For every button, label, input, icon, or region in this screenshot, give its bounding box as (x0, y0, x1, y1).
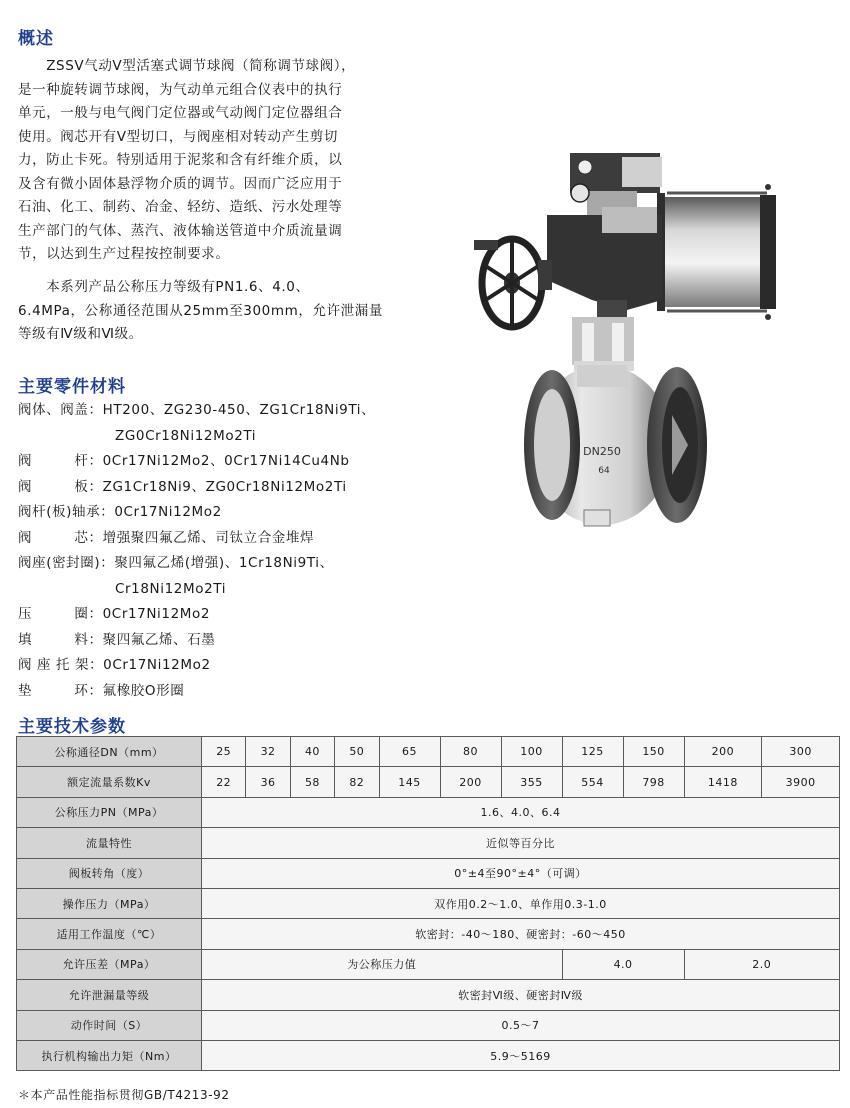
table-cell: 4.0 (562, 949, 684, 979)
text-line: 本系列产品公称压力等级有PN1.6、4.0、 (18, 279, 310, 295)
table-cell: 3900 (762, 767, 840, 797)
table-cell: 双作用0.2～1.0、单作用0.3-1.0 (202, 888, 840, 918)
materials-list (18, 398, 375, 704)
table-cell: 200 (440, 767, 501, 797)
table-cell: 2.0 (684, 949, 839, 979)
row-label: 执行机构输出力矩（Nm） (17, 1040, 202, 1070)
table-cell: 32 (246, 737, 290, 767)
table-row (17, 737, 840, 767)
material-line: 阀杆(板)轴承：0Cr17Ni12Mo2 (18, 504, 222, 520)
row-label: 公称通径DN（mm） (17, 737, 202, 767)
row-label: 允许压差（MPa） (17, 949, 202, 979)
table-cell: 软密封Ⅵ级、硬密封Ⅳ级 (202, 980, 840, 1010)
table-cell: 80 (440, 737, 501, 767)
table-cell: 554 (562, 767, 623, 797)
overview-paragraph-2 (18, 276, 403, 347)
text-line: ZSSV气动V型活塞式调节球阀（简称调节球阀）， (18, 58, 356, 74)
material-line: 垫 环：氟橡胶O形圈 (18, 682, 185, 699)
spec-table (16, 736, 840, 1071)
table-row (17, 919, 840, 949)
table-cell: 82 (335, 767, 379, 797)
text-line: 生产部门的气体、蒸汽、液体输送管道中介质流量调 (18, 222, 343, 239)
table-cell: 近似等百分比 (202, 828, 840, 858)
table-row (17, 858, 840, 888)
row-label: 额定流量系数Kv (17, 767, 202, 797)
actuator-cylinder-icon (662, 197, 762, 307)
row-label: 动作时间（S） (17, 1010, 202, 1040)
materials-heading: 主要零件材料 (18, 377, 126, 397)
table-cell: 200 (684, 737, 762, 767)
table-cell: 58 (290, 767, 334, 797)
row-label: 适用工作温度（℃） (17, 919, 202, 949)
casting-mark-dn: DN250 (583, 445, 621, 458)
table-cell: 65 (379, 737, 440, 767)
row-label: 流量特性 (17, 828, 202, 858)
table-cell: 25 (202, 737, 246, 767)
text-line: 等级有Ⅳ级和Ⅵ级。 (18, 326, 143, 342)
table-cell: 145 (379, 767, 440, 797)
table-cell: 36 (246, 767, 290, 797)
table-cell: 为公称压力值 (202, 949, 563, 979)
table-cell: 125 (562, 737, 623, 767)
table-row (17, 767, 840, 797)
material-line: 阀座(密封圈)：聚四氟乙烯(增强)、1Cr18Ni9Ti、 (18, 555, 334, 571)
text-line: 使用。阀芯开有V型切口，与阀座相对转动产生剪切 (18, 128, 339, 145)
table-cell: 22 (202, 767, 246, 797)
table-cell: 798 (623, 767, 684, 797)
row-label: 公称压力PN（MPa） (17, 797, 202, 827)
table-row (17, 888, 840, 918)
material-line: 阀 座 托 架：0Cr17Ni12Mo2 (18, 657, 211, 673)
table-cell: 1418 (684, 767, 762, 797)
table-cell: 0.5～7 (202, 1010, 840, 1040)
table-cell: 150 (623, 737, 684, 767)
casting-mark-pn: 64 (598, 466, 610, 476)
table-cell: 0°±4至90°±4°（可调） (202, 858, 840, 888)
table-row (17, 980, 840, 1010)
material-line: 压 圈：0Cr17Ni12Mo2 (18, 606, 211, 622)
text-line: 石油、化工、制药、冶金、轻纺、造纸、污水处理等 (18, 199, 343, 215)
table-cell: 355 (501, 767, 562, 797)
pressure-gauge-icon (571, 184, 589, 202)
row-label: 操作压力（MPa） (17, 888, 202, 918)
table-row (17, 1010, 840, 1040)
text-line: 力，防止卡死。特别适用于泥浆和含有纤维介质，以 (18, 152, 343, 168)
params-heading: 主要技术参数 (18, 717, 126, 737)
table-cell: 100 (501, 737, 562, 767)
overview-heading: 概述 (18, 29, 54, 49)
valve-product-photo (452, 95, 822, 555)
bracket-icon (572, 317, 634, 365)
table-cell: 5.9～5169 (202, 1040, 840, 1070)
material-line: 阀体、阀盖：HT200、ZG230-450、ZG1Cr18Ni9Ti、 (18, 402, 376, 418)
table-cell: 1.6、4.0、6.4 (202, 797, 840, 827)
material-line: 阀 芯：增强聚四氟乙烯、司钛立合金堆焊 (18, 529, 315, 546)
table-cell: 40 (290, 737, 334, 767)
text-line: 节，以达到生产过程按控制要求。 (18, 246, 230, 262)
material-line: Cr18Ni12Mo2Ti (115, 580, 227, 597)
table-row (17, 1040, 840, 1070)
text-line: 6.4MPa，公称通径范围从25mm至300mm，允许泄漏量 (18, 302, 383, 319)
text-line: 单元，一般与电气阀门定位器或气动阀门定位器组合 (18, 105, 343, 121)
material-line: 阀 杆：0Cr17Ni12Mo2、0Cr17Ni14Cu4Nb (18, 453, 350, 469)
footnote: ＊本产品性能指标贯彻GB/T4213-92 (18, 1088, 230, 1102)
text-line: 及含有微小固体悬浮物介质的调节。因而广泛应用于 (18, 175, 343, 192)
row-label: 允许泄漏量等级 (17, 980, 202, 1010)
table-cell: 50 (335, 737, 379, 767)
handwheel-icon (474, 239, 552, 327)
table-row (17, 797, 840, 827)
table-row (17, 949, 840, 979)
table-cell: 300 (762, 737, 840, 767)
material-line: ZG0Cr18Ni12Mo2Ti (115, 427, 257, 444)
overview-paragraph-1 (18, 55, 403, 267)
text-line: 是一种旋转调节球阀，为气动单元组合仪表中的执行 (18, 81, 343, 98)
table-row (17, 828, 840, 858)
table-cell: 软密封：-40～180、硬密封：-60～450 (202, 919, 840, 949)
row-label: 阀板转角（度） (17, 858, 202, 888)
material-line: 填 料：聚四氟乙烯、石墨 (18, 631, 216, 648)
material-line: 阀 板：ZG1Cr18Ni9、ZG0Cr18Ni12Mo2Ti (18, 478, 347, 495)
